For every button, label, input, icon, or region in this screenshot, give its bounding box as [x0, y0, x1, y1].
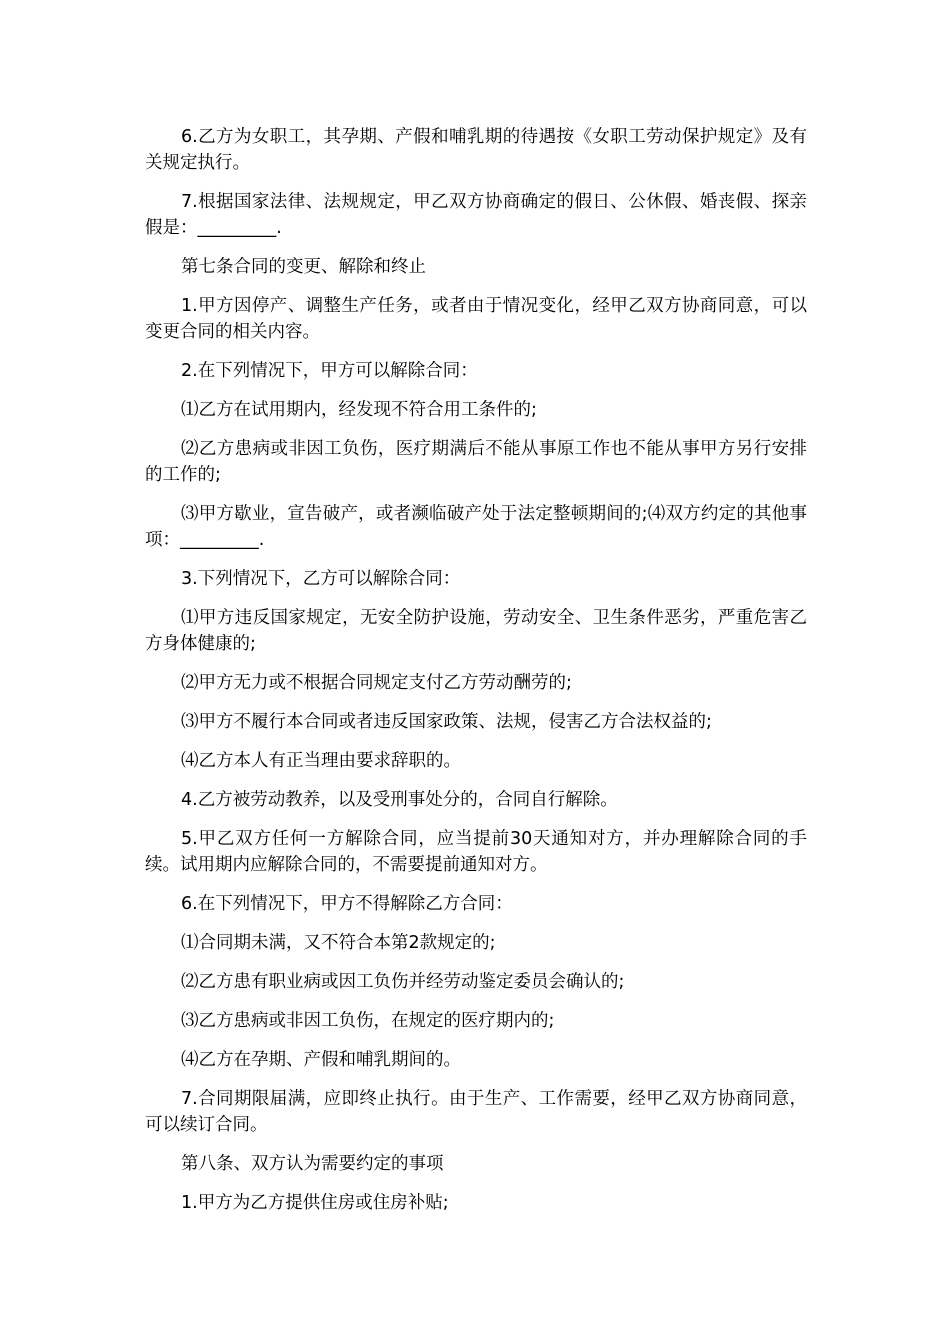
paragraph: 1.甲方为乙方提供住房或住房补贴;	[181, 1193, 449, 1213]
list-item: ⑶甲方歇业，宣告破产，或者濒临破产处于法定整顿期间的;⑷双方约定的其他事项：_________.	[145, 504, 807, 550]
paragraph: 7.根据国家法律、法规规定，甲乙双方协商确定的假日、公休假、婚丧假、探亲假是：_________.	[145, 192, 807, 238]
paragraph: 4.乙方被劳动教养，以及受刑事处分的，合同自行解除。	[181, 790, 618, 810]
list-item: ⑵甲方无力或不根据合同规定支付乙方劳动酬劳的;	[181, 673, 572, 693]
list-item: ⑶甲方不履行本合同或者违反国家政策、法规，侵害乙方合法权益的;	[181, 712, 712, 732]
paragraph: 7.合同期限届满，应即终止执行。由于生产、工作需要，经甲乙双方协商同意，可以续订合同。	[145, 1089, 807, 1135]
paragraph: 5.甲乙双方任何一方解除合同，应当提前30天通知对方，并办理解除合同的手续。试用期内应解除合同的，不需要提前通知对方。	[145, 829, 807, 875]
list-item: ⑷乙方在孕期、产假和哺乳期间的。	[181, 1050, 461, 1070]
section-heading: 第七条合同的变更、解除和终止	[181, 257, 426, 277]
list-item: ⑵乙方患有职业病或因工负伤并经劳动鉴定委员会确认的;	[181, 972, 625, 992]
list-item: ⑴合同期未满，又不符合本第2款规定的;	[181, 933, 496, 953]
paragraph: 2.在下列情况下，甲方可以解除合同：	[181, 361, 478, 381]
paragraph: 6.乙方为女职工，其孕期、产假和哺乳期的待遇按《女职工劳动保护规定》及有关规定执行。	[145, 127, 807, 173]
paragraph: 6.在下列情况下，甲方不得解除乙方合同：	[181, 894, 513, 914]
list-item: ⑴甲方违反国家规定，无安全防护设施，劳动安全、卫生条件恶劣，严重危害乙方身体健康的;	[145, 608, 807, 654]
section-heading: 第八条、双方认为需要约定的事项	[181, 1154, 444, 1174]
list-item: ⑷乙方本人有正当理由要求辞职的。	[181, 751, 461, 771]
paragraph: 1.甲方因停产、调整生产任务，或者由于情况变化，经甲乙双方协商同意，可以变更合同的相关内容。	[145, 296, 807, 342]
document-body	[145, 124, 807, 1229]
list-item: ⑶乙方患病或非因工负伤，在规定的医疗期内的;	[181, 1011, 555, 1031]
list-item: ⑵乙方患病或非因工负伤，医疗期满后不能从事原工作也不能从事甲方另行安排的工作的;	[145, 439, 807, 485]
list-item: ⑴乙方在试用期内，经发现不符合用工条件的;	[181, 400, 537, 420]
paragraph: 3.下列情况下，乙方可以解除合同：	[181, 569, 461, 589]
